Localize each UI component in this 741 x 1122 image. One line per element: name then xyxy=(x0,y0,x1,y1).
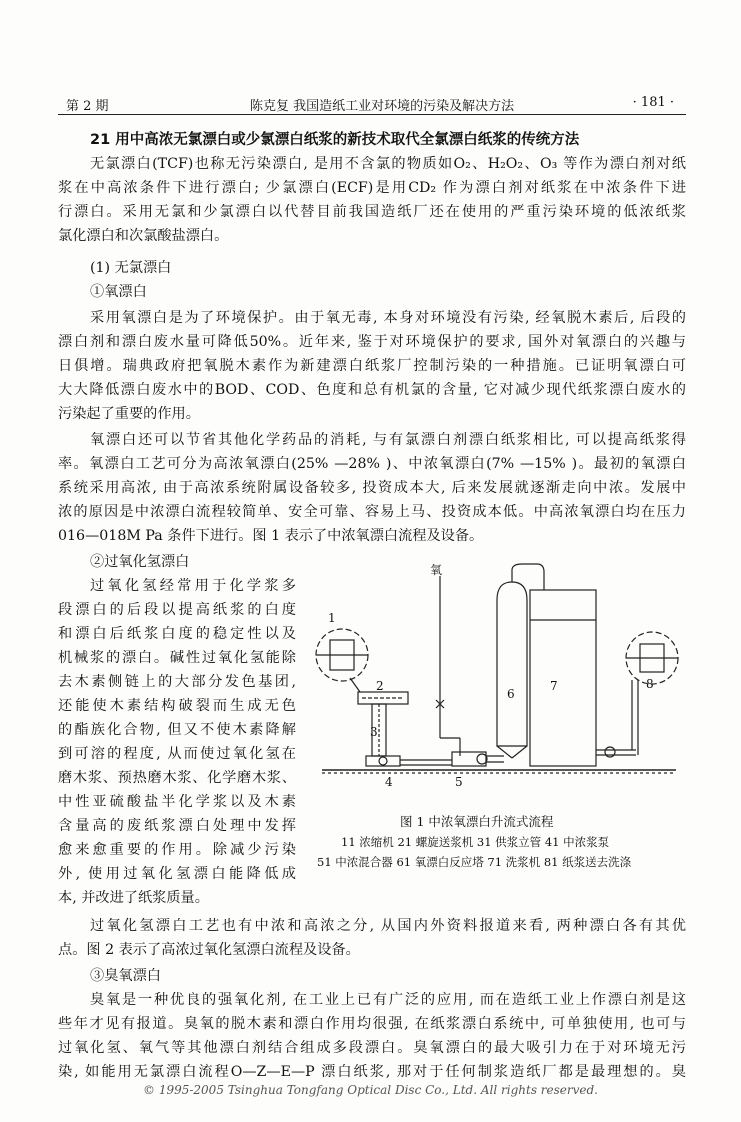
copyright-footer: © 1995-2005 Tsinghua Tongfang Optical Disc Co., Ltd. All rights reserved. xyxy=(143,1083,598,1097)
intro-line: 氯化漂白和次氯酸盐漂白。 xyxy=(58,228,229,244)
running-header xyxy=(58,92,686,115)
figure-1-caption: 图 1 中浓氧漂白升流式流程 xyxy=(400,814,554,829)
ozone-line: 染, 如能用无氯漂白流程O—Z—E—P 漂白纸浆, 那对于任何制浆造纸厂都是最理想的。臭 xyxy=(58,1064,686,1080)
peroxide-line: 去木素侧链上的大部分发色基团, xyxy=(58,674,296,690)
page-number: · 181 · xyxy=(632,95,674,110)
figure-1-flow-diagram xyxy=(312,560,686,794)
peroxide-line: 和漂白后纸浆白度的稳定性以及 xyxy=(58,626,296,642)
label-3: 3 xyxy=(370,725,378,739)
oxygen-line: 采用氧漂白是为了环境保护。由于氧无毒, 本身对环境没有污染, 经氧脱木素后, 后段的 xyxy=(90,310,686,326)
oxygen-line: 漂白剂和漂白废水量可降低50%。近年来, 鉴于对环境保护的要求, 国外对氧漂白的兴趣与 xyxy=(58,334,686,350)
label-8: 8 xyxy=(646,677,654,691)
label-oxygen: 氧 xyxy=(430,563,443,577)
peroxide-line: 的酯族化合物, 但又不使木素降解 xyxy=(58,722,296,738)
peroxide-line: 段漂白的后段以提高纸浆的白度 xyxy=(58,602,296,618)
ozone-line: 臭氧是一种优良的强氧化剂, 在工业上已有广泛的应用, 而在造纸工业上作漂白剂是这 xyxy=(90,992,686,1008)
ozone-line: 过氧化氢、氧气等其他漂白剂结合组成多段漂白。臭氧漂白的最大吸引力在于对环境无污 xyxy=(58,1040,686,1056)
intro-line: 浆在中高浓条件下进行漂白; 少氯漂白(ECF)是用CD₂ 作为漂白剂对纸浆在中浓条件下进 xyxy=(58,180,686,196)
peroxide-line: 还能使木素结构破裂而生成无色 xyxy=(58,698,296,714)
label-2: 2 xyxy=(376,679,384,693)
intro-line: 行漂白。采用无氯和少氯漂白以代替目前我国造纸厂还在使用的严重污染环境的低浓纸浆 xyxy=(58,204,686,220)
intro-line: 无氯漂白(TCF)也称无污染漂白, 是用不含氯的物质如O₂、H₂O₂、O₃ 等作为漂白剂对纸 xyxy=(90,156,686,172)
oxygen-line: 系统采用高浓, 由于高浓系统附属设备较多, 投资成本大, 后来发展就逐渐走向中浓。发展中 xyxy=(58,480,686,496)
peroxide-line: 到可溶的程度, 从而使过氧化氢在 xyxy=(58,746,296,762)
peroxide-line: 中性亚硫酸盐半化学浆以及木素 xyxy=(58,794,296,810)
subheading-tcf: (1) 无氯漂白 xyxy=(90,260,172,276)
peroxide-line: 机械浆的漂白。碱性过氧化氢能除 xyxy=(58,650,296,666)
subheading-peroxide: ②过氧化氢漂白 xyxy=(90,554,190,570)
oxygen-line: 氧漂白还可以节省其他化学药品的消耗, 与有氯漂白剂漂白纸浆相比, 可以提高纸浆得 xyxy=(90,432,686,448)
running-title: 陈克复 我国造纸工业对环境的污染及解决方法 xyxy=(250,99,515,114)
figure-1-legend-line: 51 中浓混合器 61 氧漂白反应塔 71 洗浆机 81 纸浆送去洗涤 xyxy=(317,855,632,869)
figure-1-legend-line: 11 浓缩机 21 螺旋送浆机 31 供浆立管 41 中浓浆泵 xyxy=(341,835,610,849)
oxygen-line: 日俱增。瑞典政府把氧脱木素作为新建漂白纸浆厂控制污染的一种措施。已证明氧漂白可 xyxy=(58,358,686,374)
ozone-line: 些年才见有报道。臭氧的脱木素和漂白作用均很强, 在纸浆漂白系统中, 可单独使用, 也可与 xyxy=(58,1016,686,1032)
oxygen-line: 率。氧漂白工艺可分为高浓氧漂白(25% —28% )、中浓氧漂白(7% —15% )。最初的氧漂白 xyxy=(58,456,686,472)
section-title: 21 用中高浓无氯漂白或少氯漂白纸浆的新技术取代全氯漂白纸浆的传统方法 xyxy=(90,132,580,148)
peroxide-line: 含量高的废纸浆漂白处理中发挥 xyxy=(58,818,296,834)
label-6: 6 xyxy=(507,687,515,701)
label-5: 5 xyxy=(455,775,463,789)
label-7: 7 xyxy=(550,679,558,693)
oxygen-line: 浓的原因是中浓漂白流程较简单、安全可靠、容易上马、投资成本低。中高浓氧漂白均在压力 xyxy=(58,504,686,520)
peroxide-line: 磨木浆、预热磨木浆、化学磨木浆、 xyxy=(58,770,296,786)
peroxide-line: 愈来愈重要的作用。除减少污染 xyxy=(58,842,296,858)
oxygen-line: 污染起了重要的作用。 xyxy=(58,406,200,422)
label-4: 4 xyxy=(385,775,393,789)
peroxide-line: 外, 使用过氧化氢漂白能降低成 xyxy=(58,866,296,882)
peroxide-p2-line: 点。图 2 表示了高浓过氧化氢漂白流程及设备。 xyxy=(58,942,360,958)
oxygen-line: 大大降低漂白废水中的BOD、COD、色度和总有机氯的含量, 它对减少现代纸浆漂白废水的 xyxy=(58,382,686,398)
issue-number: 第 2 期 xyxy=(66,99,109,114)
peroxide-line: 本, 并改进了纸浆质量。 xyxy=(58,890,209,906)
peroxide-p2-line: 过氧化氢漂白工艺也有中浓和高浓之分, 从国内外资料报道来看, 两种漂白各有其优 xyxy=(90,918,686,934)
peroxide-line: 过氧化氢经常用于化学浆多 xyxy=(90,578,296,594)
label-1: 1 xyxy=(328,611,336,625)
subheading-ozone: ③臭氧漂白 xyxy=(90,968,161,984)
subheading-oxygen: ①氧漂白 xyxy=(90,284,147,300)
oxygen-line: 016—018M Pa 条件下进行。图 1 表示了中浓氧漂白流程及设备。 xyxy=(58,528,484,544)
